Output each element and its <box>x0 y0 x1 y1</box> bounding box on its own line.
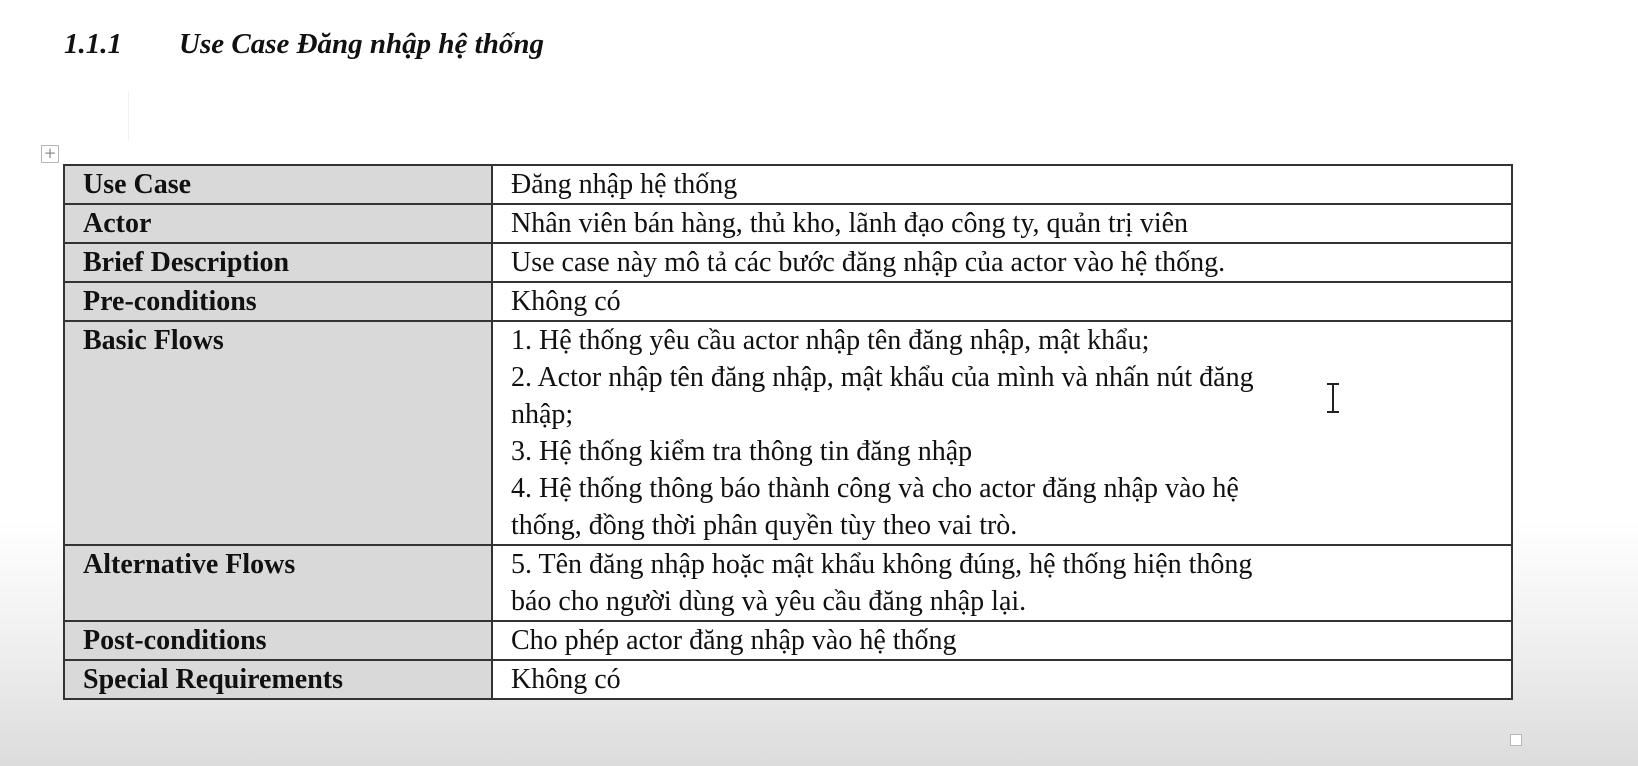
post-conditions-label[interactable]: Post-conditions <box>64 621 492 660</box>
alternative-flows-value[interactable]: 5. Tên đăng nhập hoặc mật khẩu không đúng, hệ thống hiện thông báo cho người dùng và yêu cầu đăng nhập lại. <box>492 545 1512 621</box>
table-row-actor <box>64 204 1512 243</box>
brief-description-label[interactable]: Brief Description <box>64 243 492 282</box>
table-row-post-conditions <box>64 621 1512 660</box>
alternative-flows-label[interactable]: Alternative Flows <box>64 545 492 621</box>
basic-flows-value[interactable] <box>492 321 1512 545</box>
basic-flow-step-3: 3. Hệ thống kiểm tra thông tin đăng nhập <box>511 436 973 467</box>
section-title: Use Case Đăng nhập hệ thống <box>179 28 544 60</box>
pre-conditions-value[interactable]: Không có <box>492 282 1512 321</box>
section-heading <box>64 28 544 61</box>
basic-flow-step-1: 1. Hệ thống yêu cầu actor nhập tên đăng nhập, mật khẩu; <box>511 325 1150 356</box>
table-row-brief-description <box>64 243 1512 282</box>
actor-value[interactable]: Nhân viên bán hàng, thủ kho, lãnh đạo công ty, quản trị viên <box>492 204 1512 243</box>
text-cursor-bottom-icon <box>1327 411 1339 413</box>
use-case-table <box>63 164 1513 700</box>
post-conditions-value[interactable]: Cho phép actor đăng nhập vào hệ thống <box>492 621 1512 660</box>
actor-label[interactable]: Actor <box>64 204 492 243</box>
table-row-alternative-flows <box>64 545 1512 621</box>
table-row-pre-conditions <box>64 282 1512 321</box>
basic-flows-label[interactable]: Basic Flows <box>64 321 492 545</box>
faint-divider <box>128 92 129 140</box>
table-resize-handle-icon[interactable] <box>1510 734 1522 746</box>
table-row-special-requirements <box>64 660 1512 699</box>
special-requirements-label[interactable]: Special Requirements <box>64 660 492 699</box>
special-requirements-value[interactable]: Không có <box>492 660 1512 699</box>
use-case-label[interactable]: Use Case <box>64 165 492 204</box>
basic-flow-step-2: 2. Actor nhập tên đăng nhập, mật khẩu của mình và nhấn nút đăng nhập; <box>511 362 1254 430</box>
use-case-value[interactable]: Đăng nhập hệ thống <box>492 165 1512 204</box>
table-move-handle-icon[interactable]: + <box>41 145 59 163</box>
table-row-basic-flows <box>64 321 1512 545</box>
text-cursor-stem-icon <box>1332 385 1334 411</box>
brief-description-value[interactable]: Use case này mô tả các bước đăng nhập của actor vào hệ thống. <box>492 243 1512 282</box>
pre-conditions-label[interactable]: Pre-conditions <box>64 282 492 321</box>
text-cursor-icon <box>1326 383 1340 413</box>
section-number: 1.1.1 <box>64 28 122 60</box>
basic-flow-step-4: 4. Hệ thống thông báo thành công và cho actor đăng nhập vào hệ thống, đồng thời phân quyền tùy theo vai trò. <box>511 473 1239 541</box>
table-row-use-case <box>64 165 1512 204</box>
